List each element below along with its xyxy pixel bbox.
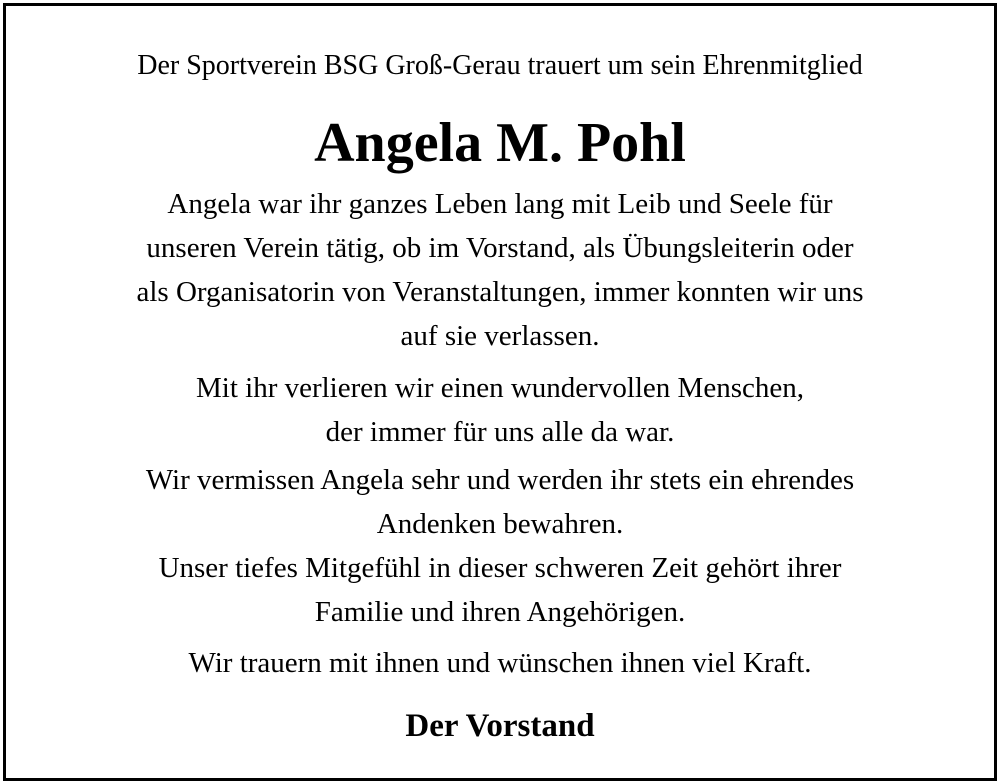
text-line: Wir trauern mit ihnen und wünschen ihnen viel Kraft.	[188, 647, 812, 679]
text-line: unseren Verein tätig, ob im Vorstand, als Übungsleiterin oder	[146, 232, 854, 264]
text-line: Andenken bewahren.	[376, 508, 624, 540]
closing-paragraph	[6, 641, 994, 685]
signature: Der Vorstand	[405, 708, 595, 744]
text-line: Unser tiefes Mitgefühl in dieser schweren Zeit gehört ihrer	[158, 552, 842, 584]
text-line: Angela war ihr ganzes Leben lang mit Leib und Seele für	[167, 188, 833, 220]
text-line: als Organisatorin von Veranstaltungen, immer konnten wir uns	[136, 276, 864, 308]
text-line: Familie und ihren Angehörigen.	[314, 596, 686, 628]
text-line: Mit ihr verlieren wir einen wundervollen Menschen,	[195, 372, 804, 404]
condolence-paragraph	[6, 546, 994, 634]
notice-intro: Der Sportverein BSG Groß-Gerau trauert um sein Ehrenmitglied	[137, 50, 863, 81]
remembrance-paragraph	[6, 458, 994, 546]
tribute-paragraph	[6, 182, 994, 358]
text-line: Wir vermissen Angela sehr und werden ihr stets ein ehrendes	[145, 464, 855, 496]
loss-paragraph	[6, 366, 994, 454]
text-line: der immer für uns alle da war.	[325, 416, 675, 448]
deceased-name: Angela M. Pohl	[314, 112, 686, 174]
obituary-notice	[3, 3, 997, 781]
text-line: auf sie verlassen.	[400, 320, 600, 352]
